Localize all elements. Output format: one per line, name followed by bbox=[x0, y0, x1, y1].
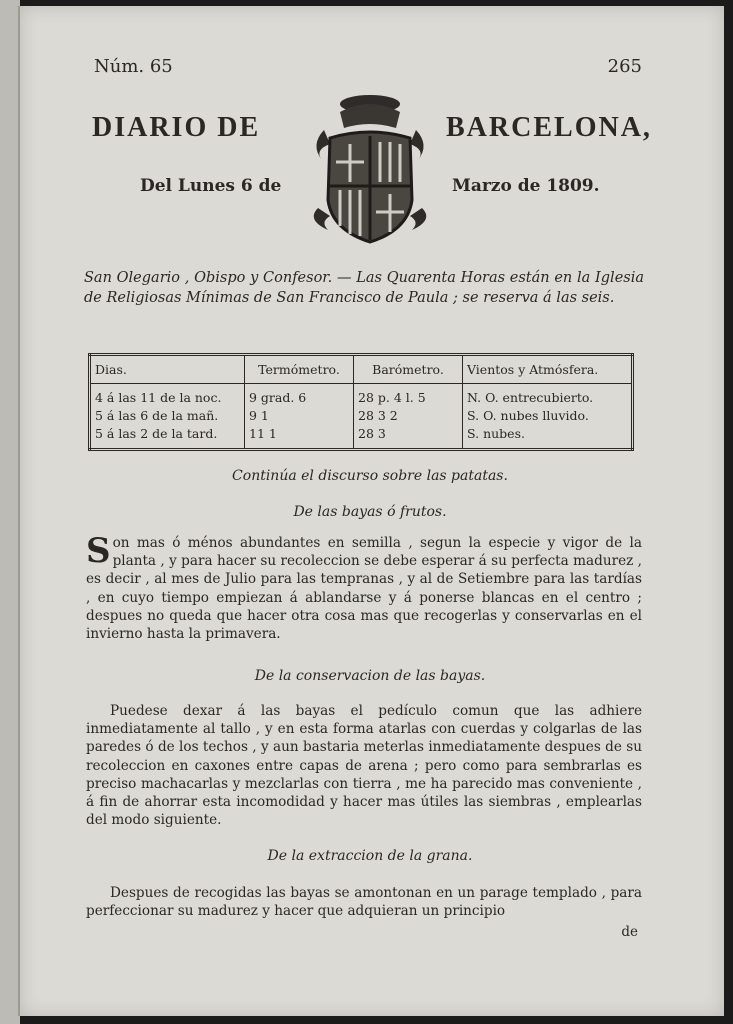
newspaper-page bbox=[18, 6, 724, 1016]
paragraph-berries bbox=[86, 531, 642, 643]
table-row bbox=[90, 384, 633, 408]
issue-number: Núm. 65 bbox=[94, 56, 173, 77]
table-cell: 11 1 bbox=[245, 425, 354, 450]
masthead-title-left: DIARIO DE bbox=[92, 112, 261, 143]
drop-cap: S bbox=[86, 531, 111, 571]
table-cell: 9 grad. 6 bbox=[245, 384, 354, 408]
table-cell: 5 á las 6 de la mañ. bbox=[90, 407, 245, 425]
table-cell: 4 á las 11 de la noc. bbox=[90, 384, 245, 408]
table-cell: S. O. nubes lluvido. bbox=[467, 408, 589, 423]
table-cell: 28 p. 4 l. 5 bbox=[354, 384, 463, 408]
table-cell: S. nubes. bbox=[467, 426, 525, 441]
issue-date-right: Marzo de 1809. bbox=[452, 176, 600, 196]
weather-col-barometer: Barómetro. bbox=[354, 355, 463, 384]
table-cell: N. O. entrecubierto. bbox=[467, 390, 594, 405]
section-heading-continues: Continúa el discurso sobre las patatas. bbox=[232, 468, 508, 484]
paragraph-extraction: Despues de recogidas las bayas se amontonan en un parage templado , para perfeccionar su madurez y hacer que adquieran un principio bbox=[86, 885, 642, 920]
issue-date-left: Del Lunes 6 de bbox=[140, 176, 282, 196]
paragraph-text: on mas ó ménos abundantes en semilla , segun la especie y vigor de la planta , y para hacer su recoleccion se debe esperar á su perfecta madurez , es decir , al mes de Julio para las tempranas , y al de Setiembre para las tardías , en cuyo tiempo empiezan á ablandarse y á ponerse blancas en el centro ; despues no queda que hacer otra cosa mas que recogerlas y conservarlas en el invierno hasta la primavera. bbox=[86, 535, 642, 643]
weather-table bbox=[88, 353, 634, 451]
weather-col-winds: Vientos y Atmósfera. bbox=[463, 355, 633, 384]
paragraph-conservation: Puedese dexar á las bayas el pedículo comun que las adhiere inmediatamente al tallo , y en esta forma atarlas con cuerdas y colgarlas de las paredes ó de los techos , y aun bastaria meterlas inmediatamente despues de su recoleccion en caxones entre capas de arena ; pero como para sembrarlas es preciso machacarlas y mezclarlas con tierra , me ha parecido mas conveniente , á fin de ahorrar esta incomodidad y hacer mas útiles las siembras , emplearlas del modo siguiente. bbox=[86, 703, 642, 829]
catchword: de bbox=[621, 924, 638, 940]
section-heading-extraction: De la extraccion de la grana. bbox=[267, 848, 473, 864]
table-cell: 28 3 2 bbox=[354, 407, 463, 425]
table-row bbox=[90, 425, 633, 450]
table-row bbox=[90, 407, 633, 425]
table-cell: 5 á las 2 de la tard. bbox=[90, 425, 245, 450]
weather-col-thermometer: Termómetro. bbox=[245, 355, 354, 384]
saint-notice: San Olegario , Obispo y Confesor. — Las Quarenta Horas están en la Iglesia de Religiosas Mínimas de San Francisco de Paula ; se reserva á las seis. bbox=[84, 270, 644, 306]
section-heading-berries: De las bayas ó frutos. bbox=[293, 504, 447, 520]
weather-header-row bbox=[90, 355, 633, 384]
masthead-title-right: BARCELONA, bbox=[446, 112, 652, 143]
section-heading-conservation: De la conservacion de las bayas. bbox=[254, 668, 486, 684]
book-gutter bbox=[0, 0, 20, 1024]
page-number: 265 bbox=[607, 56, 642, 77]
table-cell: 9 1 bbox=[245, 407, 354, 425]
table-cell: 28 3 bbox=[354, 425, 463, 450]
weather-col-days: Dias. bbox=[90, 355, 245, 384]
barcelona-coat-of-arms-icon bbox=[300, 90, 440, 250]
